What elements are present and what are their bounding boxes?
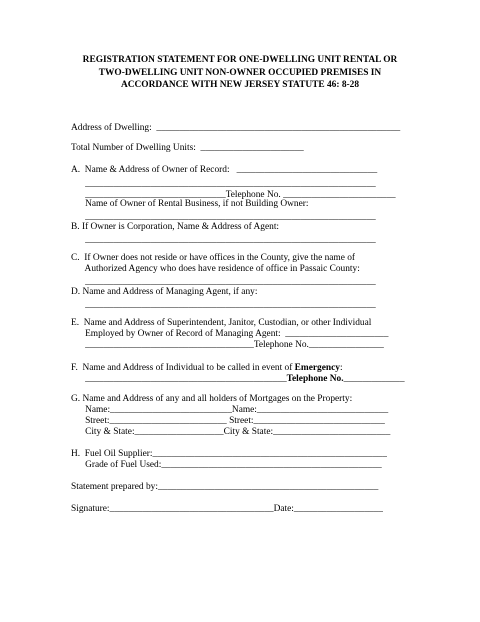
authorized-agency-line[interactable]: ______________________________________________________________ [71, 277, 376, 287]
signature-date-field[interactable]: Signature:___________________________________Date:___________________ [71, 504, 383, 514]
title-line-3: ACCORDANCE WITH NEW JERSEY STATUTE 46: 8-28 [120, 80, 360, 90]
address-of-dwelling-field[interactable]: Address of Dwelling: ____________________________________________________ [71, 123, 401, 133]
mortgage-city-state-fields[interactable]: City & State:___________________City & State:_________________________ [71, 427, 391, 437]
managing-agent-label: D. Name and Address of Managing Agent, if any: [71, 287, 258, 297]
mortgage-name-fields[interactable]: Name:__________________________Name:____________________________ [71, 405, 389, 415]
emergency-telephone-line[interactable]: _____________ [343, 374, 405, 384]
superintendent-field[interactable]: Employed by Owner of Record of Managing Agent: ______________________ [71, 329, 389, 339]
corporation-agent-label: B. If Owner is Corporation, Name & Address of Agent: [71, 222, 280, 232]
emergency-name-line[interactable]: ___________________________________________ [71, 374, 287, 384]
form-title [40, 54, 440, 92]
grade-of-fuel-field[interactable]: Grade of Fuel Used:_______________________________________________ [71, 460, 382, 470]
rental-business-owner-line[interactable]: ______________________________________________________________ [71, 212, 376, 222]
mortgage-street-fields[interactable]: Street:_________________________ Street:____________________________ [71, 416, 385, 426]
total-units-field[interactable]: Total Number of Dwelling Units: ______________________ [71, 143, 304, 153]
authorized-agency-label-1: C. If Owner does not reside or have offices in the County, give the name of [71, 253, 356, 263]
superintendent-label-1: E. Name and Address of Superintendent, Janitor, Custodian, or other Individual [71, 318, 372, 328]
fuel-oil-supplier-field[interactable]: H. Fuel Oil Supplier:__________________________________________________ [71, 449, 387, 459]
emergency-label-colon: : [339, 363, 343, 373]
title-line-1: REGISTRATION STATEMENT FOR ONE-DWELLING UNIT RENTAL OR [82, 55, 398, 65]
authorized-agency-label-2: Authorized Agency who does have residence of office in Passaic County: [71, 264, 360, 274]
mortgage-holders-label: G. Name and Address of any and all holders of Mortgages on the Property: [71, 394, 353, 404]
rental-business-owner-label: Name of Owner of Rental Business, if not Building Owner: [71, 199, 309, 209]
corporation-agent-line[interactable]: ______________________________________________________________ [71, 235, 376, 245]
emergency-contact-line[interactable] [71, 373, 405, 385]
emergency-telephone-label: Telephone No. [286, 374, 344, 384]
title-line-2: TWO-DWELLING UNIT NON-OWNER OCCUPIED PREMISES IN [98, 67, 382, 78]
owner-telephone-line[interactable]: ______________________________Telephone No. ________________________ [71, 190, 396, 200]
emergency-label-bold: Emergency [294, 363, 340, 373]
managing-agent-line[interactable]: ______________________________________________________________ [71, 300, 376, 310]
owner-of-record-field[interactable]: A. Name & Address of Owner of Record: ______________________________ [71, 165, 378, 175]
emergency-label-text: F. Name and Address of Individual to be called in event of [71, 363, 295, 373]
superintendent-telephone-line[interactable]: ____________________________________Telephone No.________________ [71, 340, 384, 350]
owner-address-line[interactable]: ______________________________________________________________ [71, 179, 376, 189]
statement-prepared-by-field[interactable]: Statement prepared by:_______________________________________________ [71, 482, 379, 492]
